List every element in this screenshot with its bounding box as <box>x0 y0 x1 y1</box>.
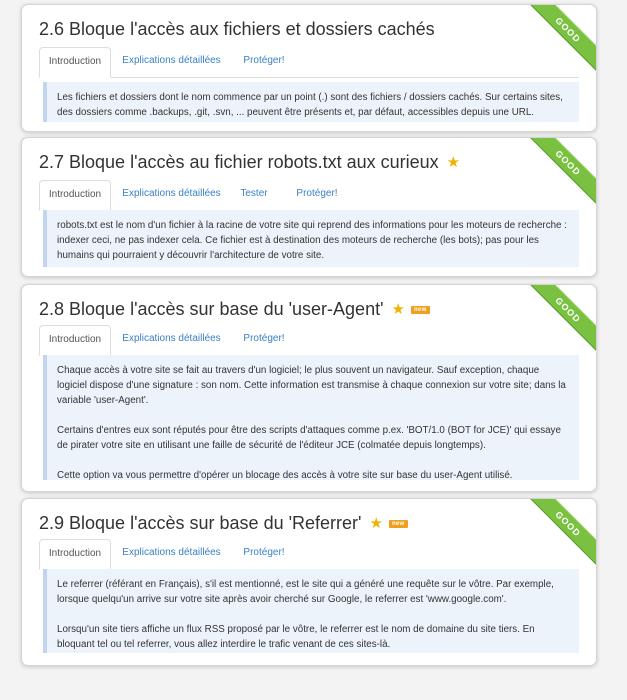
content-paragraph: Cette option va vous permettre d'opérer un blocage des accès à votre site sur base du user-Agent utilisé. <box>57 470 513 481</box>
content-paragraph: Certains d'entres eux sont réputés pour être des scripts d'attaques comme p.ex. 'BOT/1.0 (BOT for JCE)' qui essaye de pirater votre site en utilisant une faille de sécurité de l'éditeur JCE (colmatée depuis longtemps). <box>57 425 561 451</box>
content-paragraph: Lorsqu'un site tiers affiche un flux RSS proposé par le vôtre, le referrer est le nom de domaine du site tiers. En bloquant tel ou tel referrer, vous allez interdire le trafic venant de ces sites-là. <box>57 624 535 650</box>
card-title-text: 2.9 Bloque l'accès sur base du 'Referrer' <box>39 513 362 533</box>
tab-detailed-explanations[interactable]: Explications détaillées <box>122 55 221 66</box>
tab-introduction[interactable]: Introduction <box>39 47 111 78</box>
status-ribbon-label: GOOD <box>526 285 596 352</box>
card-title <box>39 299 430 320</box>
card-title-text: 2.6 Bloque l'accès aux fichiers et dossiers cachés <box>39 19 435 39</box>
content-paragraph: robots.txt est le nom d'un fichier à la racine de votre site qui reprend des informations pour les moteurs de recherche : indexer ceci, ne pas indexer cela. Ce fichier est à destination des moteurs de recherche (les bots); pas pour les humains qui pourraient y découvrir l'architecture de votre site. <box>57 220 567 261</box>
tab-content-panel <box>43 210 579 267</box>
tab-protect[interactable]: Protéger! <box>243 333 285 344</box>
card-title-text: 2.8 Bloque l'accès sur base du 'user-Agent' <box>39 299 384 319</box>
card-title <box>39 152 460 173</box>
star-icon: ★ <box>446 154 461 171</box>
tab-protect[interactable]: Protéger! <box>296 188 338 199</box>
tab-introduction[interactable]: Introduction <box>39 325 111 356</box>
tab-content-panel <box>43 355 579 480</box>
card-referrer <box>21 498 597 666</box>
card-user-agent <box>21 284 597 492</box>
card-hidden-files <box>21 4 597 132</box>
new-badge: new <box>389 520 408 528</box>
status-ribbon-label: GOOD <box>526 5 596 72</box>
card-title-text: 2.7 Bloque l'accès au fichier robots.txt aux curieux <box>39 152 439 172</box>
tab-bar <box>39 325 579 356</box>
content-paragraph: Le referrer (référant en Français), s'il est mentionné, est le site qui a généré une requête sur le vôtre. Par exemple, lorsque quelqu'un arrive sur votre site après avoir cherché sur Google, le referrer est 'www.google.com'. <box>57 579 554 605</box>
status-ribbon-label: GOOD <box>526 499 596 566</box>
tab-introduction[interactable]: Introduction <box>39 180 111 211</box>
tab-content-panel <box>43 82 579 122</box>
content-paragraph: Chaque accès à votre site se fait au travers d'un logiciel; le plus souvent un navigateur. Sauf exception, chaque logiciel dispose d'une signature : son nom. Cette information est transmise à chaque connexion sur votre site; dans la variable 'user-Agent'. <box>57 365 566 406</box>
tab-content-panel <box>43 569 579 653</box>
star-icon: ★ <box>369 515 383 532</box>
content-paragraph: Les fichiers et dossiers dont le nom commence par un point (.) sont des fichiers / dossiers cachés. Sur certains sites, des dossiers comme .backups, .git, .svn, ... peuvent être présents et, par défaut, accessibles depuis une URL. <box>57 92 563 118</box>
status-ribbon-label: GOOD <box>526 138 596 205</box>
tab-detailed-explanations[interactable]: Explications détaillées <box>122 547 221 558</box>
new-badge: new <box>411 306 430 314</box>
tab-detailed-explanations[interactable]: Explications détaillées <box>122 333 221 344</box>
card-title <box>39 19 435 40</box>
tab-detailed-explanations[interactable]: Explications détaillées <box>122 188 221 199</box>
card-title <box>39 513 408 534</box>
tab-bar <box>39 180 579 211</box>
card-robots-txt <box>21 137 597 277</box>
star-icon: ★ <box>391 301 405 318</box>
tab-protect[interactable]: Protéger! <box>243 55 285 66</box>
tab-bar <box>39 47 579 78</box>
tab-bar <box>39 539 579 570</box>
tab-protect[interactable]: Protéger! <box>243 547 285 558</box>
tab-test[interactable]: Tester <box>240 188 268 199</box>
tab-introduction[interactable]: Introduction <box>39 539 111 570</box>
